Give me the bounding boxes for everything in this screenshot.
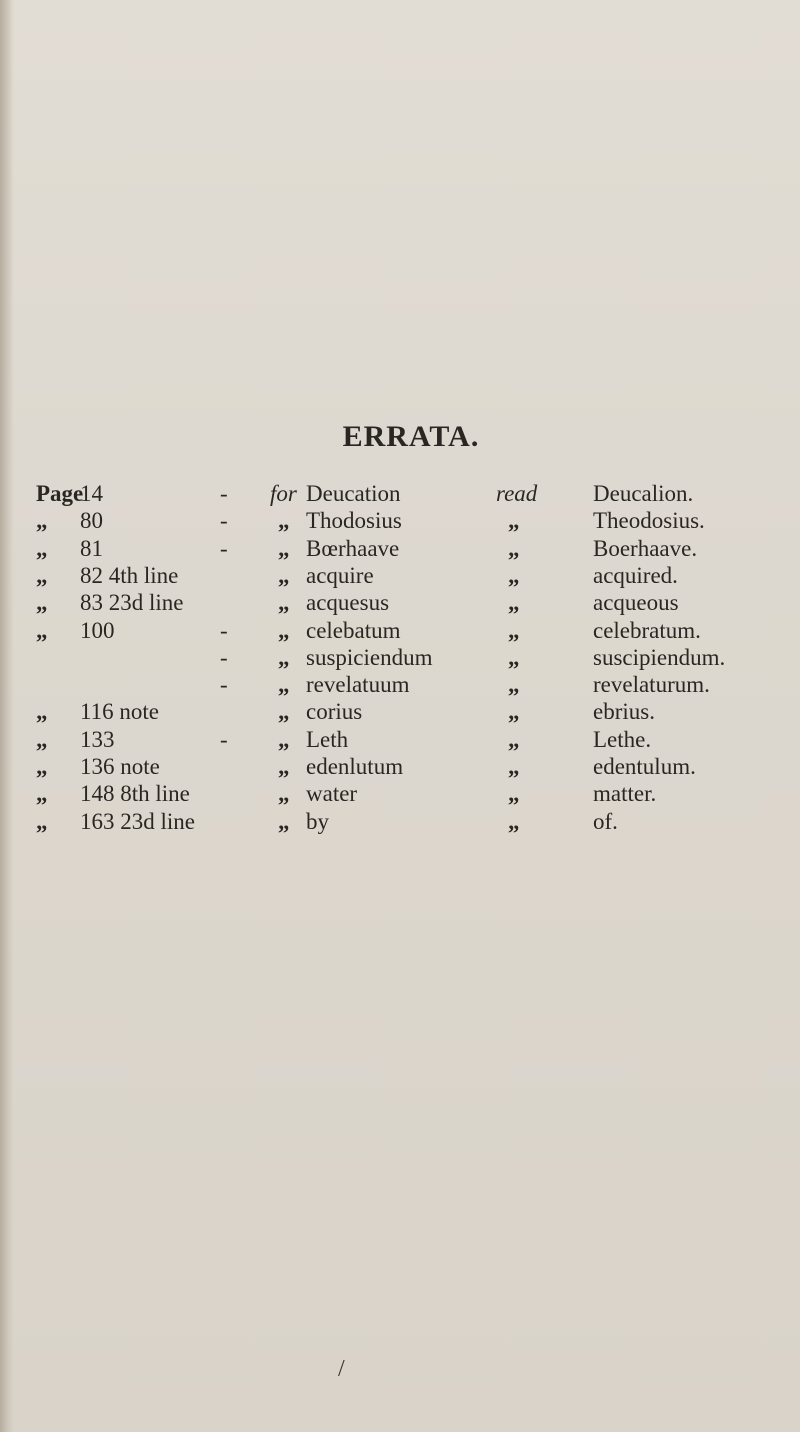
erroneous-text: Leth [306,726,349,752]
dash: - [220,617,228,643]
ditto-mark: „ [278,754,290,779]
ditto-mark: „ [36,617,48,643]
page-reference: 80 [80,508,103,534]
ditto-mark: „ [278,699,290,725]
ditto-mark: „ [508,590,520,616]
dash: - [220,535,228,561]
page-reference: 148 8th line [80,781,190,807]
dash: - [220,508,228,534]
corrected-text: acquired. [593,562,678,588]
ditto-mark: „ [278,726,290,752]
corrected-text: Boerhaave. [593,535,698,561]
ditto-mark: „ [278,672,290,698]
dash: - [220,481,228,506]
errata-row [0,726,800,754]
dash: - [220,672,228,698]
ditto-mark: „ [36,562,48,588]
ditto-mark: „ [278,508,290,534]
erroneous-text: Thodosius [306,508,402,534]
ditto-mark: „ [508,726,520,752]
ditto-mark: „ [508,535,520,561]
errata-row [0,644,800,672]
page-reference: 133 [80,726,115,752]
for-label: for [270,481,297,506]
page-reference: 100 [80,617,115,643]
corrected-text: matter. [593,781,657,807]
erroneous-text: Deucation [306,481,401,506]
corrected-text: edentulum. [593,754,696,779]
corrected-text: Deucalion. [593,481,694,506]
page-reference: 136 note [80,754,160,779]
ditto-mark: „ [278,562,290,588]
errata-row [0,671,800,699]
corrected-text: Theodosius. [593,508,705,534]
erroneous-text: suspiciendum [306,644,433,670]
erroneous-text: acquire [306,562,374,588]
erroneous-text: acquesus [306,590,390,616]
page-reference: 163 23d line [80,808,195,834]
ditto-mark: „ [508,781,520,807]
corrected-text: celebratum. [593,617,701,643]
ditto-mark: „ [278,590,290,616]
ditto-mark: „ [36,726,48,752]
page-reference: 82 4th line [80,562,179,588]
page-reference: 83 23d line [80,590,184,616]
ditto-mark: „ [36,781,48,807]
footer-mark: / [338,1356,345,1382]
page-label: Page [36,481,84,506]
errata-row [0,535,800,563]
corrected-text: ebrius. [593,699,655,725]
ditto-mark: „ [36,508,48,534]
corrected-text: Lethe. [593,726,652,752]
errata-row [0,780,800,808]
erroneous-text: by [306,808,329,834]
corrected-text: of. [593,808,618,834]
ditto-mark: „ [36,754,48,779]
dash: - [220,726,228,752]
ditto-mark: „ [36,535,48,561]
errata-row [0,808,800,836]
erroneous-text: revelatuum [306,672,410,698]
ditto-mark: „ [278,617,290,643]
ditto-mark: „ [278,535,290,561]
page-reference: 14 [80,481,103,506]
ditto-mark: „ [278,781,290,807]
ditto-mark: „ [508,562,520,588]
page-reference: 81 [80,535,103,561]
errata-title: ERRATA. [342,420,480,453]
errata-row [0,562,800,590]
corrected-text: suscipiendum. [593,644,726,670]
errata-row [0,589,800,617]
errata-row [0,753,800,781]
ditto-mark: „ [36,590,48,616]
errata-row [0,698,800,726]
ditto-mark: „ [508,699,520,725]
corrected-text: revelaturum. [593,672,710,698]
errata-row [0,507,800,535]
errata-row [0,480,800,508]
erroneous-text: corius [306,699,363,725]
erroneous-text: Bœrhaave [306,535,400,561]
ditto-mark: „ [278,644,290,670]
corrected-text: acqueous [593,590,679,616]
dash: - [220,644,228,670]
erroneous-text: celebatum [306,617,401,643]
ditto-mark: „ [278,808,290,834]
read-label: read [496,481,538,506]
ditto-mark: „ [36,699,48,725]
ditto-mark: „ [508,644,520,670]
ditto-mark: „ [508,508,520,534]
ditto-mark: „ [508,672,520,698]
page-reference: 116 note [80,699,159,725]
ditto-mark: „ [36,808,48,834]
ditto-mark: „ [508,808,520,834]
erroneous-text: edenlutum [306,754,404,779]
errata-row [0,617,800,645]
ditto-mark: „ [508,617,520,643]
ditto-mark: „ [508,754,520,779]
erroneous-text: water [306,781,358,807]
